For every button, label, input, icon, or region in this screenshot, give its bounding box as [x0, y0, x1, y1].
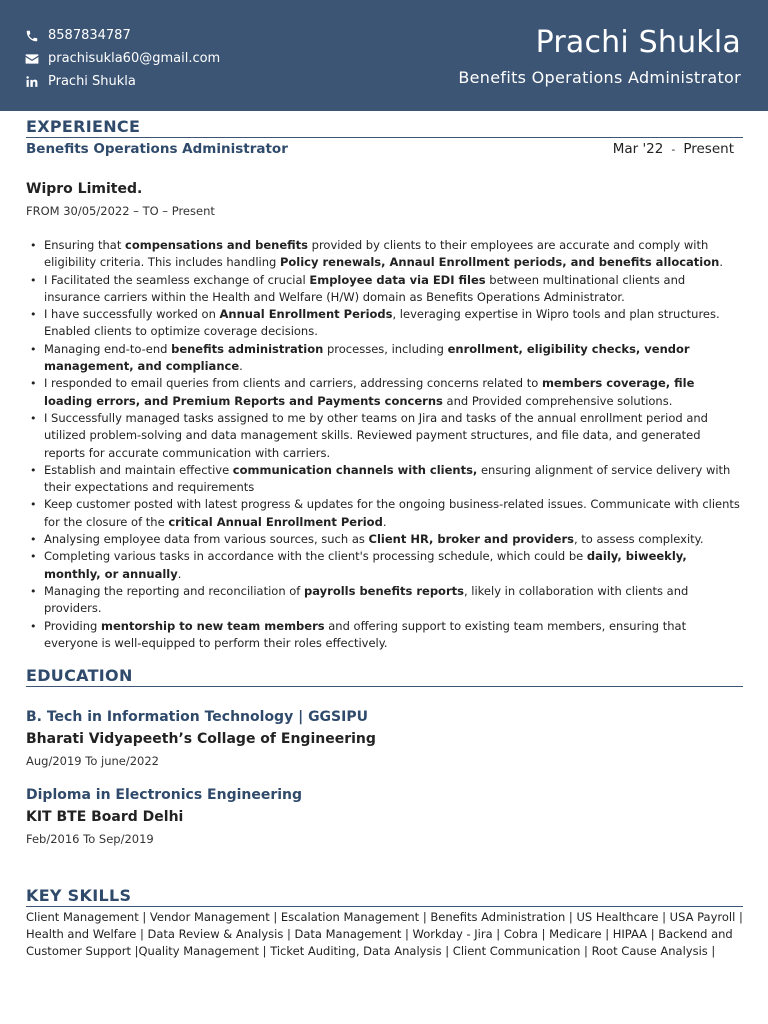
bullet-text: Managing end-to-end — [44, 341, 172, 356]
phone-number: 8587834787 — [48, 28, 131, 43]
responsibility-item — [26, 272, 743, 307]
bullet-text: between multinational clients and insurance carriers within the Health and Welfare (H/W) domain as Benefits Operations Administrator. — [44, 272, 686, 304]
bold-text: Annual Enrollment Periods — [219, 307, 393, 322]
bullet-text: I Successfully managed tasks assigned to me by other teams on Jira and tasks of the annual enrollment period and utilized problem-solving and data management skills. Reviewed payment structures, and file data, and generated reports for accurate communication with carriers. — [44, 410, 708, 460]
bold-text: critical Annual Enrollment Period — [168, 514, 383, 529]
bullet-text: Analysing employee data from various sources, such as — [44, 532, 369, 547]
bold-text: Employee data via EDI files — [309, 272, 486, 287]
bold-text: daily, biweekly, monthly, or annually — [44, 549, 687, 581]
edu-school: Bharati Vidyapeeth’s Collage of Engineering — [26, 731, 376, 747]
phone-icon — [24, 29, 40, 43]
bullet-text: . — [239, 359, 243, 374]
contact-phone — [24, 24, 220, 47]
date-separator: - — [671, 143, 676, 156]
bullet-text: , leveraging expertise in Wipro tools and plan structures. Enabled clients to optimize coverage decisions. — [44, 307, 720, 339]
bullet-text: , to assess complexity. — [573, 532, 704, 547]
bullet-text: and offering support to existing team members, ensuring that everyone is well-equipped to perform their roles effectively. — [44, 618, 687, 650]
employment-period: FROM 30/05/2022 – TO – Present — [26, 204, 215, 218]
responsibility-item — [26, 531, 743, 548]
bullet-text: , likely in collaboration with clients and providers. — [44, 583, 689, 616]
edu-degree: B. Tech in Information Technology | GGSIPU — [26, 709, 368, 725]
bold-text: benefits administration — [171, 341, 324, 356]
candidate-role: Benefits Operations Administrator — [458, 68, 741, 87]
bullet-text: provided by clients to their employees are accurate and comply with eligibility criteria. This includes handling — [44, 238, 709, 270]
skills-section — [26, 886, 743, 961]
bullet-text: Keep customer posted with latest progress & updates for the ongoing business-related issues. Communicate with clients for the closure of the — [44, 497, 740, 529]
job-header — [26, 141, 743, 157]
education-entry — [26, 787, 743, 846]
header-band — [0, 0, 768, 111]
education-entry — [26, 709, 743, 768]
contact-email — [24, 47, 220, 70]
bullet-text: Completing various tasks in accordance with the client's processing schedule, which could be — [44, 549, 587, 564]
linkedin-icon — [24, 75, 40, 89]
edu-dates: Aug/2019 To june/2022 — [26, 754, 160, 768]
education-section — [26, 666, 743, 846]
bold-text: Policy renewals, Annaul Enrollment periods, and benefits allocation — [279, 255, 720, 270]
bullet-text: . — [177, 566, 182, 581]
responsibility-item — [26, 496, 743, 531]
bold-text: compensations and benefits — [125, 238, 308, 252]
bullet-text: . — [382, 514, 387, 529]
bullet-text: I have successfully worked on — [44, 307, 220, 322]
responsibility-item — [26, 237, 743, 272]
bullet-text: Establish and maintain effective — [44, 462, 233, 477]
bold-text: enrollment, eligibility checks, vendor management, and compliance — [44, 341, 690, 374]
responsibility-item — [26, 341, 743, 376]
skills-heading: KEY SKILLS — [26, 886, 743, 907]
bold-text: Client HR, broker and providers — [368, 532, 574, 547]
experience-section — [26, 117, 743, 652]
bold-text: members coverage, file loading errors, and Premium Reports and Payments concerns — [44, 376, 695, 408]
bullet-text: processes, including — [323, 341, 448, 356]
experience-heading: EXPERIENCE — [26, 117, 743, 138]
bold-text: payrolls benefits reports — [304, 583, 464, 598]
envelope-icon — [24, 52, 40, 66]
company-name: Wipro Limited. — [26, 181, 143, 197]
contact-info — [24, 24, 220, 93]
bullet-text: Providing — [44, 618, 101, 633]
email-address[interactable]: prachisukla60@gmail.com — [48, 51, 221, 66]
responsibility-item — [26, 306, 743, 341]
job-end: Present — [683, 141, 734, 157]
bullet-text: Managing the reporting and reconciliation of — [44, 583, 305, 598]
edu-degree: Diploma in Electronics Engineering — [26, 787, 303, 803]
job-dates — [613, 141, 734, 157]
education-heading: EDUCATION — [26, 666, 743, 687]
bullet-text: and Provided comprehensive solutions. — [442, 393, 673, 408]
bullet-text: Ensuring that — [44, 238, 126, 252]
edu-school: KIT BTE Board Delhi — [26, 809, 184, 825]
responsibility-item — [26, 548, 743, 583]
responsibility-item — [26, 462, 743, 497]
bold-text: communication channels with clients, — [232, 462, 478, 477]
linkedin-name[interactable]: Prachi Shukla — [48, 74, 136, 89]
job-title: Benefits Operations Administrator — [26, 141, 288, 157]
bullet-text: I Facilitated the seamless exchange of crucial — [44, 272, 310, 287]
responsibility-item — [26, 410, 743, 462]
job-start: Mar '22 — [612, 141, 664, 157]
responsibility-list — [26, 237, 743, 652]
responsibility-item — [26, 618, 743, 653]
edu-dates: Feb/2016 To Sep/2019 — [26, 832, 154, 846]
bold-text: mentorship to new team members — [100, 618, 325, 633]
bullet-text: . — [719, 255, 723, 270]
candidate-name: Prachi Shukla — [535, 25, 741, 60]
bullet-text: I responded to email queries from clients and carriers, addressing concerns related to — [44, 376, 542, 391]
responsibility-item — [26, 375, 743, 410]
skills-list: Client Management | Vendor Management | Escalation Management | Benefits Administration | US Healthcare | USA Payroll | Health and Welfare | Data Review & Analysis | Data Management | Workday - Jira | Cobra | Medicare | HIPAA | Backend and Customer Support |Quality Management | Ticket Auditing, Data Analysis | Client Communication | Root Cause Analysis | — [26, 910, 743, 959]
responsibility-item — [26, 583, 743, 618]
contact-linkedin — [24, 70, 220, 93]
bullet-text: ensuring alignment of service delivery with their expectations and requirements — [44, 462, 731, 495]
